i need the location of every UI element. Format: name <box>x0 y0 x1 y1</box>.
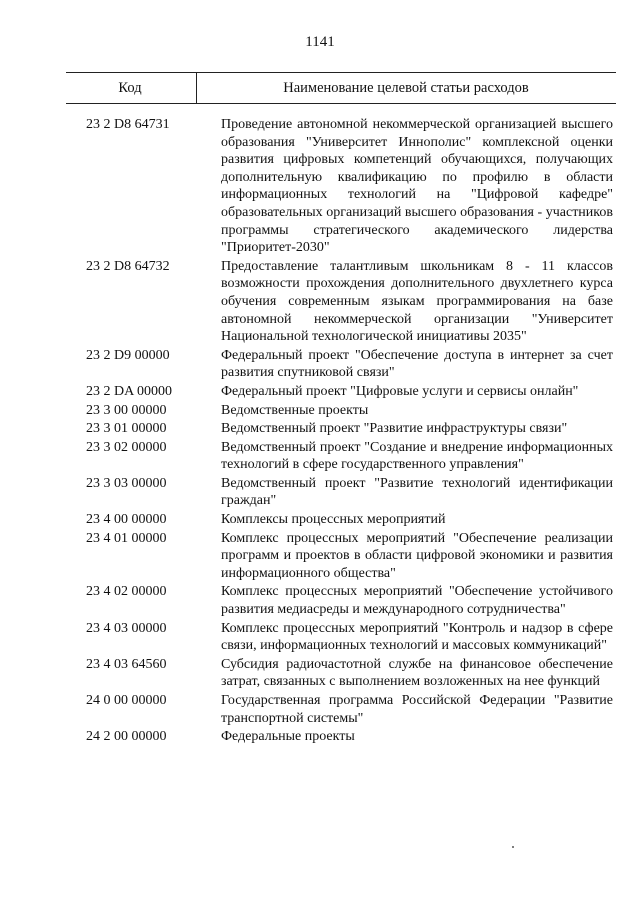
row-code: 23 4 01 00000 <box>86 530 167 546</box>
table-row <box>0 692 640 727</box>
table-header <box>66 72 616 104</box>
row-name: Субсидия радиочастотной службе на финансовое обеспечение затрат, связанных с выполнением возложенных на нее функций <box>221 656 613 690</box>
row-code: 23 3 03 00000 <box>86 475 167 491</box>
row-name: Комплекс процессных мероприятий "Обеспечение реализации программ и проектов в области цифровой экономики и развития информационного общества" <box>221 530 613 581</box>
header-divider <box>196 73 197 103</box>
row-name: Ведомственные проекты <box>221 402 369 418</box>
table-row <box>0 383 640 401</box>
table-row <box>0 620 640 655</box>
table-row <box>0 439 640 474</box>
row-code: 23 2 D8 64732 <box>86 258 170 274</box>
table-row <box>0 116 640 257</box>
table-row <box>0 530 640 583</box>
table-row <box>0 258 640 346</box>
table-row <box>0 475 640 510</box>
scan-speck <box>512 846 514 848</box>
row-code: 23 4 00 00000 <box>86 512 167 528</box>
table-row <box>0 402 640 420</box>
row-code: 24 0 00 00000 <box>86 693 167 708</box>
row-code: 23 2 D8 64731 <box>86 117 170 132</box>
row-name: Комплекс процессных мероприятий "Обеспечение устойчивого развития медиасреды и международного сотрудничества" <box>221 584 613 618</box>
row-name: Комплекс процессных мероприятий "Контроль и надзор в сфере связи, информационных технологий и массовых коммуникаций" <box>221 620 613 654</box>
table-row <box>0 583 640 618</box>
table-row <box>0 420 640 438</box>
row-name: Предоставление талантливым школьникам 8 - 11 классов возможности прохождения дополнительного двухлетнего курса обучения современным языкам программирования на базе автономной некоммерческой организации "Университет Национальной технологической инициативы 2035" <box>221 258 613 345</box>
row-code: 23 2 D9 00000 <box>86 347 170 363</box>
table-body <box>0 116 640 747</box>
row-code: 23 3 00 00000 <box>86 402 167 418</box>
row-name: Ведомственный проект "Развитие технологий идентификации граждан" <box>221 475 613 509</box>
row-code: 24 2 00 00000 <box>86 729 167 745</box>
table-row <box>0 347 640 382</box>
row-name: Ведомственный проект "Развитие инфраструктуры связи" <box>221 421 568 437</box>
row-code: 23 3 01 00000 <box>86 421 167 437</box>
header-name: Наименование целевой статьи расходов <box>283 79 529 96</box>
row-name: Федеральный проект "Цифровые услуги и сервисы онлайн" <box>221 383 579 399</box>
row-name: Проведение автономной некоммерческой организацией высшего образования "Университет Иннополис" комплексной оценки развития цифровых компетенций обучающихся, получающих дополнительную квалификацию по профилю в области информационных технологий на "Цифровой кафедре" образовательных организаций высшего образования - участников программы стратегического академического лидерства "Приоритет-2030" <box>221 117 613 256</box>
row-code: 23 4 03 00000 <box>86 620 167 636</box>
table-row <box>0 656 640 691</box>
row-code: 23 2 DA 00000 <box>86 383 172 399</box>
header-code: Код <box>118 79 142 96</box>
row-name: Государственная программа Российской Федерации "Развитие транспортной системы" <box>221 693 613 726</box>
row-name: Федеральные проекты <box>221 729 355 745</box>
page-number: 1141 <box>305 34 335 50</box>
table-row <box>0 511 640 529</box>
row-name: Ведомственный проект "Создание и внедрение информационных технологий в сфере государственного управления" <box>221 439 613 473</box>
row-name: Федеральный проект "Обеспечение доступа в интернет за счет развития спутниковой связи" <box>221 347 613 381</box>
row-code: 23 3 02 00000 <box>86 439 167 455</box>
row-name: Комплексы процессных мероприятий <box>221 512 446 528</box>
row-code: 23 4 02 00000 <box>86 584 167 600</box>
table-row <box>0 728 640 746</box>
row-code: 23 4 03 64560 <box>86 656 167 672</box>
